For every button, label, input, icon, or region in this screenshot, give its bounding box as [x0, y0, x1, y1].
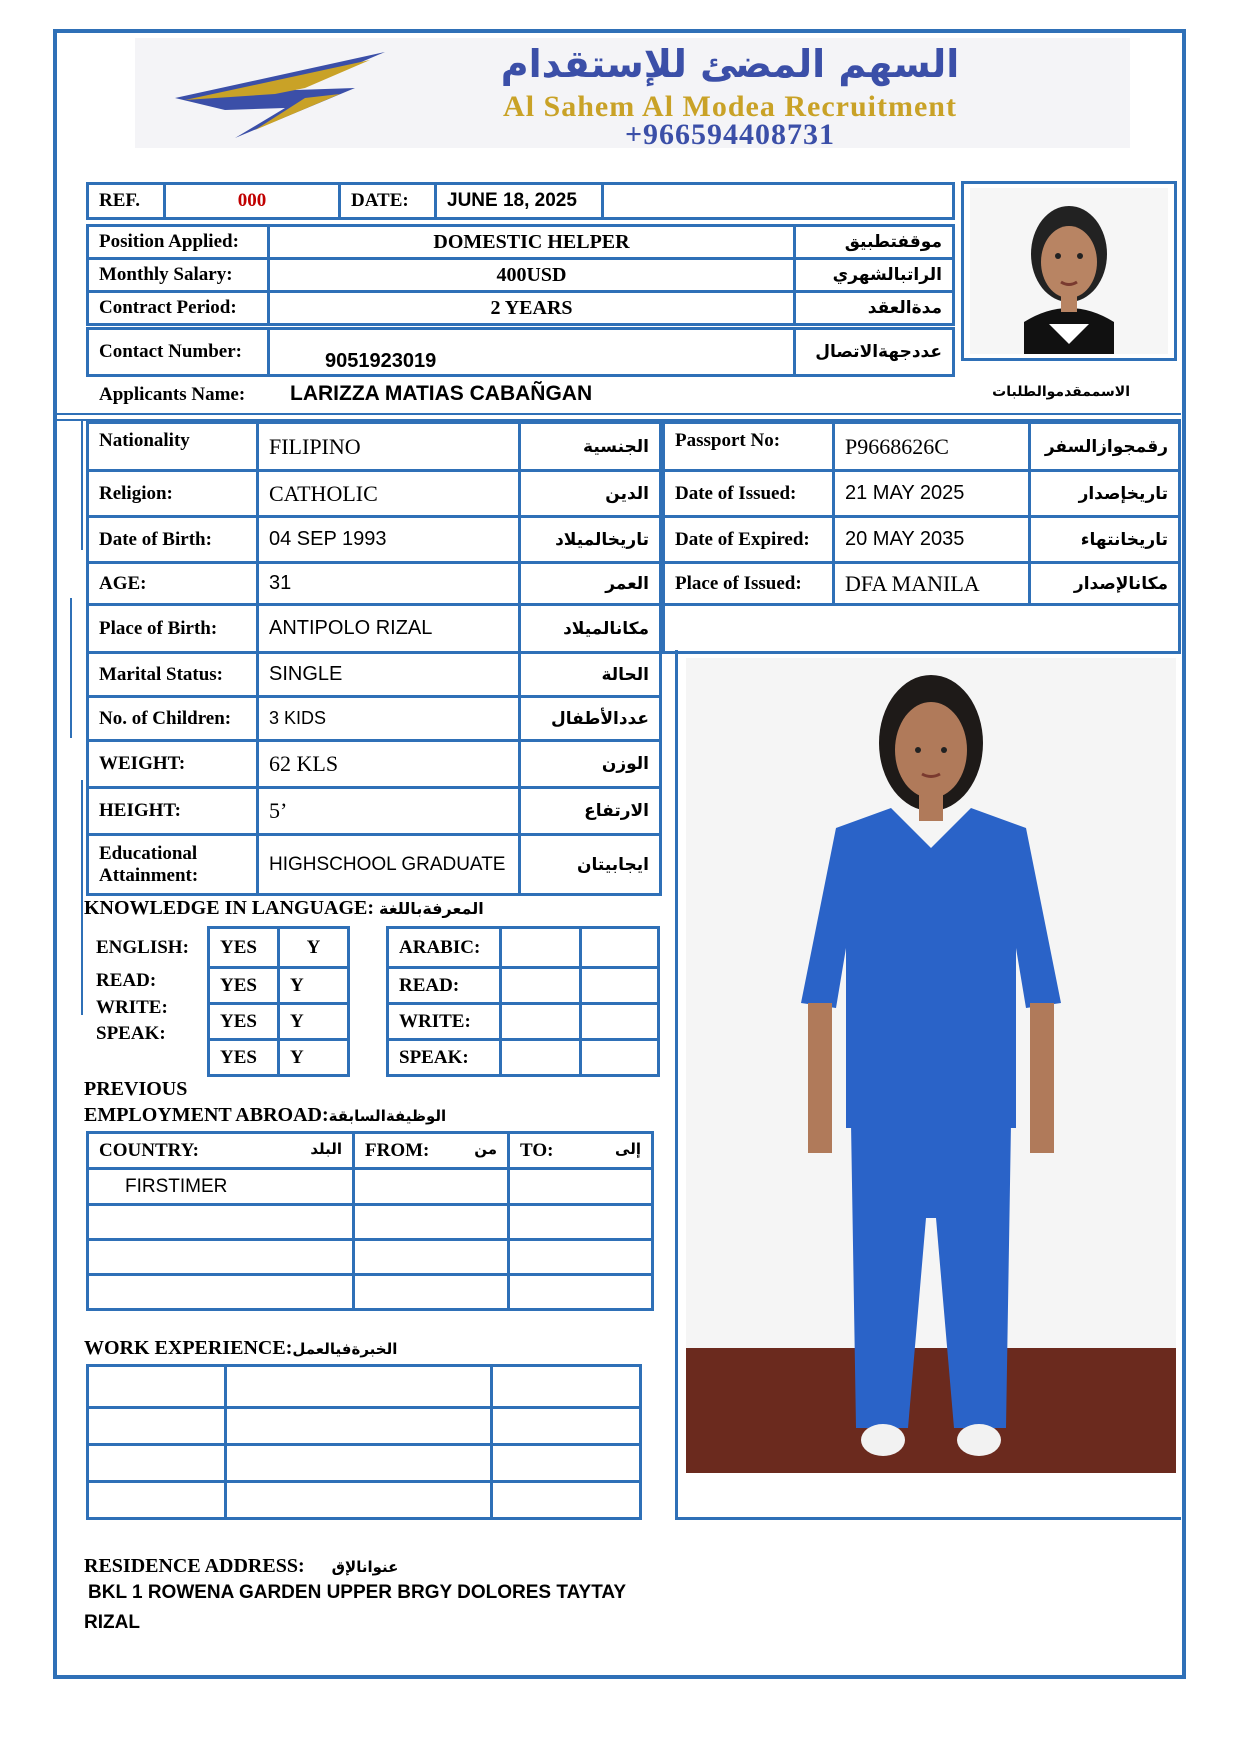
employment-first-row: FIRSTIMER — [88, 1169, 354, 1205]
speak-y: Y — [279, 1040, 349, 1076]
ref-label: REF. — [88, 184, 165, 219]
from-ar: من — [474, 1139, 497, 1158]
write-label: WRITE: — [96, 997, 168, 1018]
work-cell — [88, 1408, 226, 1445]
language-title-ar: المعرفةباللغة — [379, 899, 484, 918]
children-value: 3 KIDS — [258, 697, 520, 741]
issued-place-label: Place of Issued: — [664, 563, 834, 605]
ref-date-blank — [603, 184, 954, 219]
work-cell — [88, 1366, 226, 1408]
nationality-ar: الجنسية — [520, 423, 661, 471]
issued-date-ar: تاريخإصدار — [1030, 471, 1180, 517]
contract-value: 2 YEARS — [269, 292, 795, 325]
education-ar: ايجابيتان — [520, 835, 661, 895]
passport-no-label: Passport No: — [664, 423, 834, 471]
expired-date-ar: تاريخانتهاء — [1030, 517, 1180, 563]
salary-label: Monthly Salary: — [88, 259, 269, 292]
write-yes: YES — [209, 1004, 279, 1040]
religion-value: CATHOLIC — [258, 471, 520, 517]
employment-title-en: EMPLOYMENT ABROAD: — [84, 1104, 329, 1126]
employment-cell — [509, 1169, 653, 1205]
children-ar: عددالأطفال — [520, 697, 661, 741]
from-header — [354, 1133, 509, 1169]
brand-phone: +966594408731 — [624, 118, 836, 151]
arabic-cell — [501, 1040, 581, 1076]
arabic-speak-label: SPEAK: — [388, 1040, 501, 1076]
height-value: 5’ — [258, 788, 520, 835]
arabic-cell — [581, 1004, 659, 1040]
employment-title-ar: الوظيفةالسابقة — [328, 1107, 447, 1125]
work-title-ar: الخبرةفيالعمل — [292, 1340, 398, 1358]
marital-label: Marital Status: — [88, 653, 258, 697]
personal-info-table — [86, 421, 662, 896]
personal-row — [88, 741, 661, 788]
nationality-value: FILIPINO — [258, 423, 520, 471]
employment-cell — [88, 1240, 354, 1275]
address-title — [84, 1555, 398, 1578]
job-info-table — [86, 224, 955, 326]
dob-label: Date of Birth: — [88, 517, 258, 563]
full-body-photo — [686, 658, 1176, 1518]
logo-arrow-icon — [155, 38, 395, 148]
separator-line — [57, 413, 1181, 415]
personal-row — [88, 653, 661, 697]
applicant-name-label: Applicants Name: — [99, 384, 246, 405]
work-cell — [492, 1408, 641, 1445]
full-body-photo-frame — [675, 650, 1181, 1520]
date-value: JUNE 18, 2025 — [436, 184, 603, 219]
work-cell — [492, 1482, 641, 1519]
personal-row — [88, 605, 661, 653]
arabic-skill-table — [386, 926, 660, 1077]
religion-label: Religion: — [88, 471, 258, 517]
salary-ar: الراتبالشهري — [795, 259, 954, 292]
applicant-name-ar: الاسممقدموالطلبات — [992, 384, 1130, 400]
work-cell — [492, 1366, 641, 1408]
passport-no-ar: رقمجوازالسفر — [1030, 423, 1180, 471]
contact-value: 9051923019 — [269, 329, 795, 376]
contract-ar: مدةالعقد — [795, 292, 954, 325]
work-cell — [492, 1445, 641, 1482]
read-y: Y — [279, 968, 349, 1004]
english-yes: YES — [209, 928, 279, 968]
employment-cell — [88, 1205, 354, 1240]
personal-row — [88, 835, 661, 895]
country-ar: البلد — [310, 1139, 342, 1158]
education-label: Educational Attainment: — [88, 835, 258, 895]
employment-cell — [509, 1205, 653, 1240]
english-skill-table — [207, 926, 350, 1077]
personal-row — [88, 423, 661, 471]
address-line2: RIZAL — [84, 1612, 140, 1633]
weight-ar: الوزن — [520, 741, 661, 788]
speak-label: SPEAK: — [96, 1023, 166, 1044]
pob-label: Place of Birth: — [88, 605, 258, 653]
passport-table — [662, 421, 1181, 654]
expired-date-value: 20 MAY 2035 — [834, 517, 1030, 563]
applicant-name-value: LARIZZA MATIAS CABAÑGAN — [290, 382, 593, 405]
country-label: COUNTRY: — [99, 1139, 199, 1161]
employment-cell — [354, 1240, 509, 1275]
age-label: AGE: — [88, 563, 258, 605]
personal-row — [88, 563, 661, 605]
arabic-read-label: READ: — [388, 968, 501, 1004]
contact-label: Contact Number: — [88, 329, 269, 376]
dob-value: 04 SEP 1993 — [258, 517, 520, 563]
age-value: 31 — [258, 563, 520, 605]
height-ar: الارتفاع — [520, 788, 661, 835]
work-cell — [226, 1366, 492, 1408]
contract-label: Contract Period: — [88, 292, 269, 325]
arabic-cell — [501, 968, 581, 1004]
personal-row — [88, 697, 661, 741]
height-label: HEIGHT: — [88, 788, 258, 835]
arabic-cell — [501, 1004, 581, 1040]
marital-ar: الحالة — [520, 653, 661, 697]
address-line1: BKL 1 ROWENA GARDEN UPPER BRGY DOLORES TAYTAY — [88, 1582, 627, 1603]
issued-date-value: 21 MAY 2025 — [834, 471, 1030, 517]
dob-ar: تاريخالميلاد — [520, 517, 661, 563]
position-value: DOMESTIC HELPER — [269, 226, 795, 259]
education-value: HIGHSCHOOL GRADUATE — [258, 835, 520, 895]
address-label-ar: عنوانالإق — [331, 1558, 399, 1576]
margin-rule — [81, 420, 83, 550]
employment-title-line1: PREVIOUS — [84, 1078, 188, 1100]
personal-row — [88, 517, 661, 563]
employment-cell — [509, 1275, 653, 1310]
nationality-label: Nationality — [88, 423, 258, 471]
work-cell — [226, 1408, 492, 1445]
employment-cell — [509, 1240, 653, 1275]
employment-cell — [88, 1275, 354, 1310]
work-cell — [88, 1445, 226, 1482]
position-ar: موقفتطبيق — [795, 226, 954, 259]
margin-rule-3 — [81, 780, 83, 1015]
brand-arabic-name: السهم المضئ للإستقدام — [500, 42, 960, 86]
portrait-photo-frame — [961, 181, 1177, 361]
employment-cell — [354, 1275, 509, 1310]
logo-banner — [135, 38, 1130, 151]
work-title-en: WORK EXPERIENCE: — [84, 1337, 293, 1359]
brand-english-name: Al Sahem Al Modea Recruitment — [503, 90, 957, 123]
from-label: FROM: — [365, 1139, 430, 1161]
to-label: TO: — [520, 1139, 554, 1161]
religion-ar: الدين — [520, 471, 661, 517]
personal-row — [88, 471, 661, 517]
english-label: ENGLISH: — [96, 937, 189, 958]
work-table — [86, 1364, 642, 1520]
arabic-cell — [581, 928, 659, 968]
ref-date-row — [86, 182, 955, 220]
arabic-write-label: WRITE: — [388, 1004, 501, 1040]
expired-date-label: Date of Expired: — [664, 517, 834, 563]
read-label: READ: — [96, 970, 157, 991]
arabic-cell — [581, 968, 659, 1004]
portrait-photo — [964, 184, 1174, 358]
age-ar: العمر — [520, 563, 661, 605]
margin-rule-2 — [70, 598, 72, 738]
work-title — [84, 1337, 397, 1360]
to-ar: إلى — [615, 1139, 641, 1158]
personal-row — [88, 788, 661, 835]
employment-title — [84, 1104, 446, 1127]
ref-value: 000 — [165, 184, 340, 219]
arabic-cell — [501, 928, 581, 968]
arabic-cell — [581, 1040, 659, 1076]
employment-cell — [354, 1205, 509, 1240]
arabic-label: ARABIC: — [388, 928, 501, 968]
work-cell — [226, 1482, 492, 1519]
employment-cell — [354, 1169, 509, 1205]
weight-value: 62 KLS — [258, 741, 520, 788]
marital-value: SINGLE — [258, 653, 520, 697]
language-title — [84, 897, 484, 920]
passport-blank-row — [664, 605, 1180, 653]
weight-label: WEIGHT: — [88, 741, 258, 788]
read-yes: YES — [209, 968, 279, 1004]
date-label: DATE: — [340, 184, 436, 219]
issued-place-ar: مكانالإصدار — [1030, 563, 1180, 605]
pob-ar: مكانالميلاد — [520, 605, 661, 653]
salary-value: 400USD — [269, 259, 795, 292]
issued-date-label: Date of Issued: — [664, 471, 834, 517]
work-cell — [88, 1482, 226, 1519]
issued-place-value: DFA MANILA — [834, 563, 1030, 605]
language-title-en: KNOWLEDGE IN LANGUAGE: — [84, 897, 375, 919]
write-y: Y — [279, 1004, 349, 1040]
speak-yes: YES — [209, 1040, 279, 1076]
to-header — [509, 1133, 653, 1169]
country-header — [88, 1133, 354, 1169]
contact-row — [86, 327, 955, 377]
position-label: Position Applied: — [88, 226, 269, 259]
pob-value: ANTIPOLO RIZAL — [258, 605, 520, 653]
address-label: RESIDENCE ADDRESS: — [84, 1555, 305, 1577]
work-cell — [226, 1445, 492, 1482]
contact-ar: عددجهةالاتصال — [795, 329, 954, 376]
passport-no-value: P9668626C — [834, 423, 1030, 471]
children-label: No. of Children: — [88, 697, 258, 741]
employment-table — [86, 1131, 654, 1311]
english-y: Y — [279, 928, 349, 968]
